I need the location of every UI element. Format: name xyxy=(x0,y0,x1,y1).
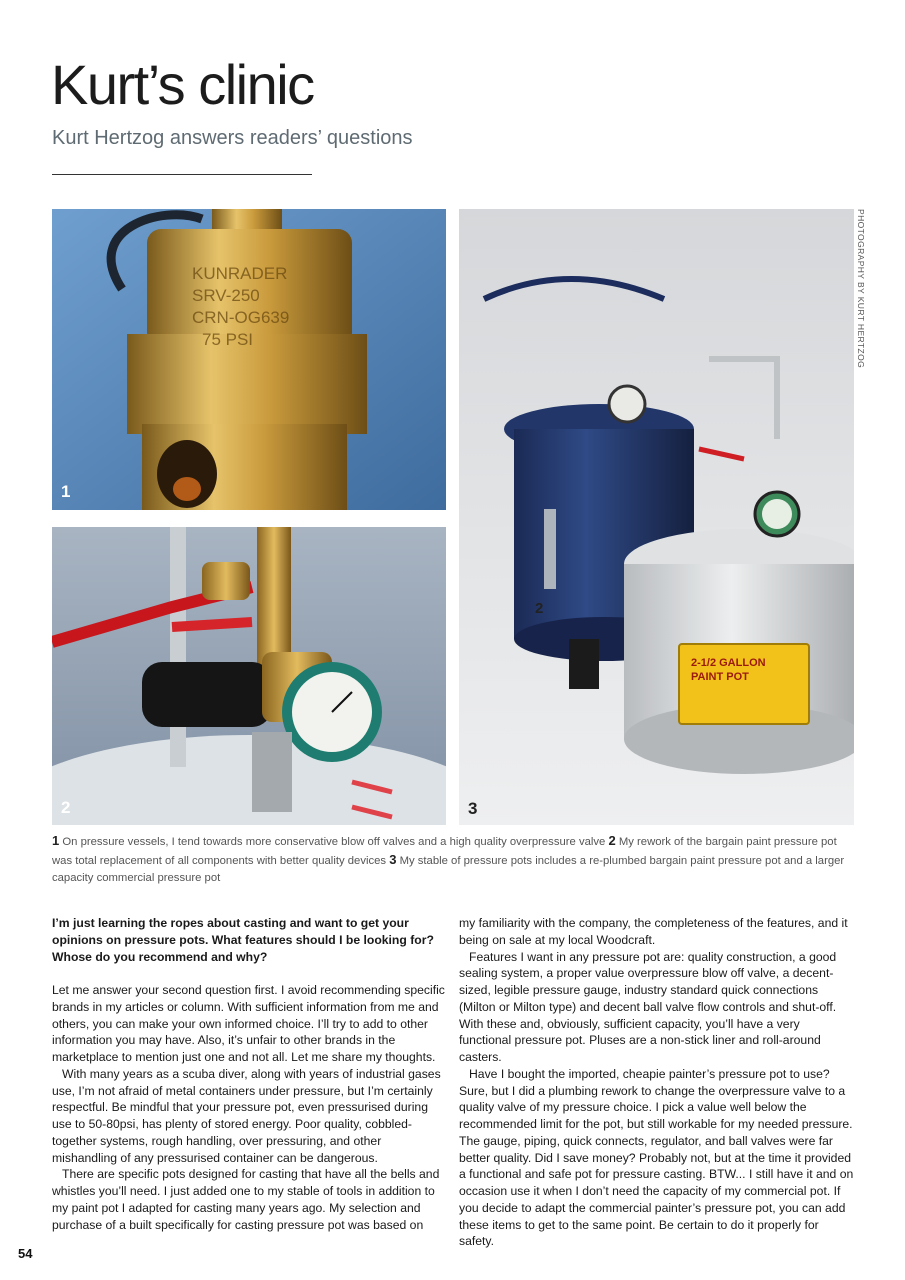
photo-number: 1 xyxy=(61,482,71,501)
article-paragraph: Have I bought the imported, cheapie painter’s pressure pot to use? Sure, but I did a plumbing rework to change the overpressure valve to a quality valve of my pressure choice. I pick a value well below the recommended limit for the pot, but still workable for my needed pressure. The gauge, piping, quick connects, regulator, and ball valves were far better quality. Did I save money? Probably not, but at the time it provided a functional and safe pot for pressure casting. BTW... I still have it and on occasion use it when I don’t need the capacity of my commercial pot. If you decide to adapt the commercial painter’s pressure pot, you can add these items to get to the same point. Be certain to do it properly for safety. xyxy=(459,1066,854,1249)
article-paragraph: Let me answer your second question first. I avoid recommending specific brands in my articles or column. With sufficient information from me and others, you can make your own informed choice. I’ll try to add to other information you may have. Also, it’s unfair to other brands in the marketplace to mention just one and not all. Let me share my thoughts. xyxy=(52,983,445,1064)
figure-caption xyxy=(52,832,854,887)
caption-number: 2 xyxy=(608,833,616,848)
photo-regulator-gauge xyxy=(52,527,446,825)
article-column-right xyxy=(459,915,855,1250)
photo-blow-off-valve xyxy=(52,209,446,510)
pot-number-label: 2 xyxy=(535,600,544,617)
valve-engraving-line: 75 PSI xyxy=(202,330,254,349)
article-paragraph: There are specific pots designed for casting that have all the bells and whistles you’ll need. I just added one to my stable of tools in addition to my paint pot I adapted for casting many years ago. My selection and purchase of a built specifically for casting pressure pot was based on xyxy=(52,1167,440,1232)
caption-text: My rework of the bargain paint pressure pot was total replacement of all components with better quality devices xyxy=(52,836,837,867)
valve-engraving-line: CRN-OG639 xyxy=(192,308,290,327)
photo-pressure-pots xyxy=(459,209,854,825)
page-title: Kurt’s clinic xyxy=(51,53,314,116)
photo-number: 2 xyxy=(61,798,71,817)
valve-engraving-line: KUNRADER xyxy=(192,264,288,283)
caption-number: 1 xyxy=(52,833,60,848)
caption-text: On pressure vessels, I tend towards more conservative blow off valves and a high quality overpressure valve xyxy=(59,836,609,848)
photo-credit: PHOTOGRAPHY BY KURT HERTZOG xyxy=(856,209,866,369)
valve-engraving-line: SRV-250 xyxy=(192,286,260,305)
page-number: 54 xyxy=(18,1246,33,1261)
page-subtitle: Kurt Hertzog answers readers’ questions xyxy=(52,127,413,149)
caption-text: My stable of pressure pots includes a re-plumbed bargain paint pressure pot and a larger capacity commercial pressure pot xyxy=(52,855,845,884)
article-paragraph: Features I want in any pressure pot are: quality construction, a good sealing system, a proper value overpressure blow off valve, a decent-sized, legible pressure gauge, industry standard quick connections (Milton or Milton type) and decent ball valve flow controls and shut-off. With these and, obviously, sufficient capacity, you’ll have a very functional pressure pot. Pluses are a non-stick liner and roll-around casters. xyxy=(459,949,837,1064)
article-column-left xyxy=(52,915,448,1233)
pot-label-line: 2-1/2 GALLON xyxy=(691,657,766,669)
pot-label-line: PAINT POT xyxy=(691,671,749,683)
article-paragraph: my familiarity with the company, the completeness of the features, and it being on sale at my local Woodcraft. xyxy=(459,916,848,947)
caption-number: 3 xyxy=(389,852,397,867)
photo-number: 3 xyxy=(468,799,478,818)
article-paragraph: With many years as a scuba diver, along with years of industrial gases use, I’m not afraid of metal containers under pressure, but I’m certainly respectful. Be mindful that your pressure pot, even pressurised during use to 50-80psi, has plenty of stored energy. Poor quality, cobbled-together systems, rough handling, over pressuring, and other mishandling of any pressurised container can be dangerous. xyxy=(52,1066,441,1165)
title-rule xyxy=(52,174,312,175)
reader-question: I’m just learning the ropes about casting and want to get your opinions on pressure pots. What features should I be looking for? Whose do you recommend and why? xyxy=(52,916,434,964)
